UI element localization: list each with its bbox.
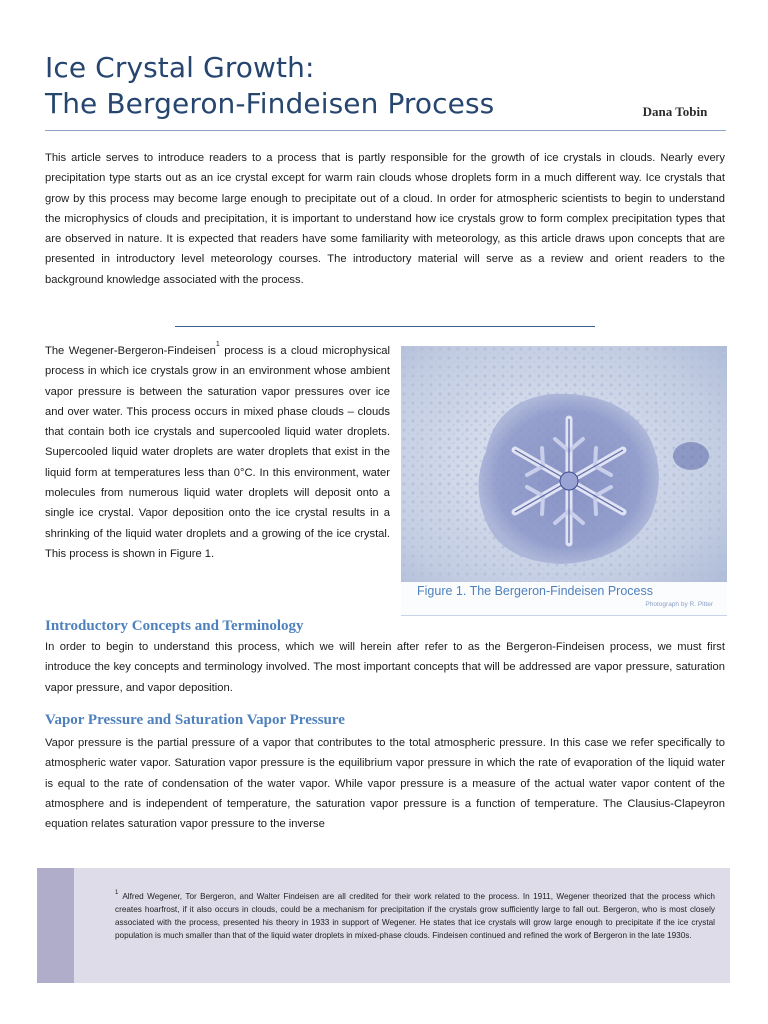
- footnote-text: [115, 890, 715, 942]
- footnote-box: [37, 868, 730, 983]
- snowflake-photo: [401, 346, 727, 582]
- footnote-reference[interactable]: 1: [215, 341, 220, 348]
- section-heading-vapor-pressure: Vapor Pressure and Saturation Vapor Pressure: [45, 712, 345, 728]
- author-name: Dana Tobin: [642, 104, 708, 119]
- intro-paragraph: This article serves to introduce readers to a process that is partly responsible for the growth of ice crystals in clouds. Nearly every precipitation type starts out as an ice crystal except for warm rain clouds whose droplets form in a much different way. Ice crystals that grow by this process may become large enough to precipitate out of a cloud. In order for atmospheric scientists to begin to understand the microphysics of clouds and precipitation, it is important to understand how ice crystals grow to form complex precipitation types that are observed in nature. It is expected that readers have some familiarity with meteorology, as this article draws upon concepts that are presented in introductory level meteorology courses. The introductory material will serve as a review and orient readers to the background knowledge associated with the process.: [45, 152, 725, 286]
- section-divider: [175, 326, 595, 327]
- snowflake-image: [401, 346, 727, 582]
- section-heading-intro: Introductory Concepts and Terminology: [45, 618, 304, 634]
- section-body-vapor-pressure: Vapor pressure is the partial pressure of a vapor that contributes to the total atmospheric pressure. In this case we refer specifically to atmospheric water vapor. Saturation vapor pressure is the equilibrium vapor pressure in which the rate of evaporation of the liquid water is equal to the rate of condensation of the water vapor. While vapor pressure is a measure of the actual water vapor content of the atmosphere and is independent of temperature, the saturation vapor pressure is a function of temperature. The Clausius-Clapeyron equation relates saturation vapor pressure to the inverse: [45, 737, 725, 831]
- figure-caption-box: [401, 582, 727, 616]
- column-lead: The Wegener-Bergeron-Findeisen: [45, 345, 216, 357]
- figure-caption: Figure 1. The Bergeron-Findeisen Process: [417, 584, 653, 598]
- footnote-mark: 1: [115, 890, 119, 896]
- column-paragraph: [45, 341, 390, 564]
- footnote-accent-bar: [37, 868, 74, 983]
- article-title: [45, 50, 494, 122]
- column-body: process is a cloud microphysical process in which ice crystals grow in an environment whose ambient vapor pressure is between the saturation vapor pressures over ice and over water. This process occurs in mixed phase clouds – clouds that contain both ice crystals and supercooled liquid water droplets. Supercooled liquid water droplets are water droplets that exist in the liquid form at temperatures less than 0°C. In this environment, water molecules from numerous liquid water droplets will deposit onto a single ice crystal. Vapor deposition onto the ice crystal results in a shrinking of the liquid water droplets and a growing of the ice crystal. This process is shown in Figure 1.: [45, 345, 391, 560]
- title-line-1: Ice Crystal Growth:: [45, 51, 315, 84]
- section-body-intro: In order to begin to understand this process, which we will herein after refer to as the Bergeron-Findeisen process, we must first introduce the key concepts and terminology involved. The most important concepts that will be addressed are vapor pressure, saturation vapor pressure, and vapor deposition.: [45, 641, 725, 694]
- title-line-2: The Bergeron-Findeisen Process: [45, 87, 495, 120]
- photo-credit: Photograph by R. Pitter: [645, 601, 713, 608]
- title-divider: [45, 130, 726, 131]
- footnote-body: Alfred Wegener, Tor Bergeron, and Walter Findeisen are all credited for their work related to the process. In 1911, Wegener theorized that the process which creates hoarfrost, if it also occurs in clouds, could be a mechanism for precipitation if the crystals grow sufficiently large to fall out. Bergeron, who is most closely associated with the process, presented his theory in 1933 in support of Wegener. He states that ice crystals will grow large enough to precipitate if the ice crystal population is much smaller than that of the liquid water droplets in mixed-phase clouds. Findeisen continued and refined the work of Bergeron in the late 1930s.: [115, 892, 715, 940]
